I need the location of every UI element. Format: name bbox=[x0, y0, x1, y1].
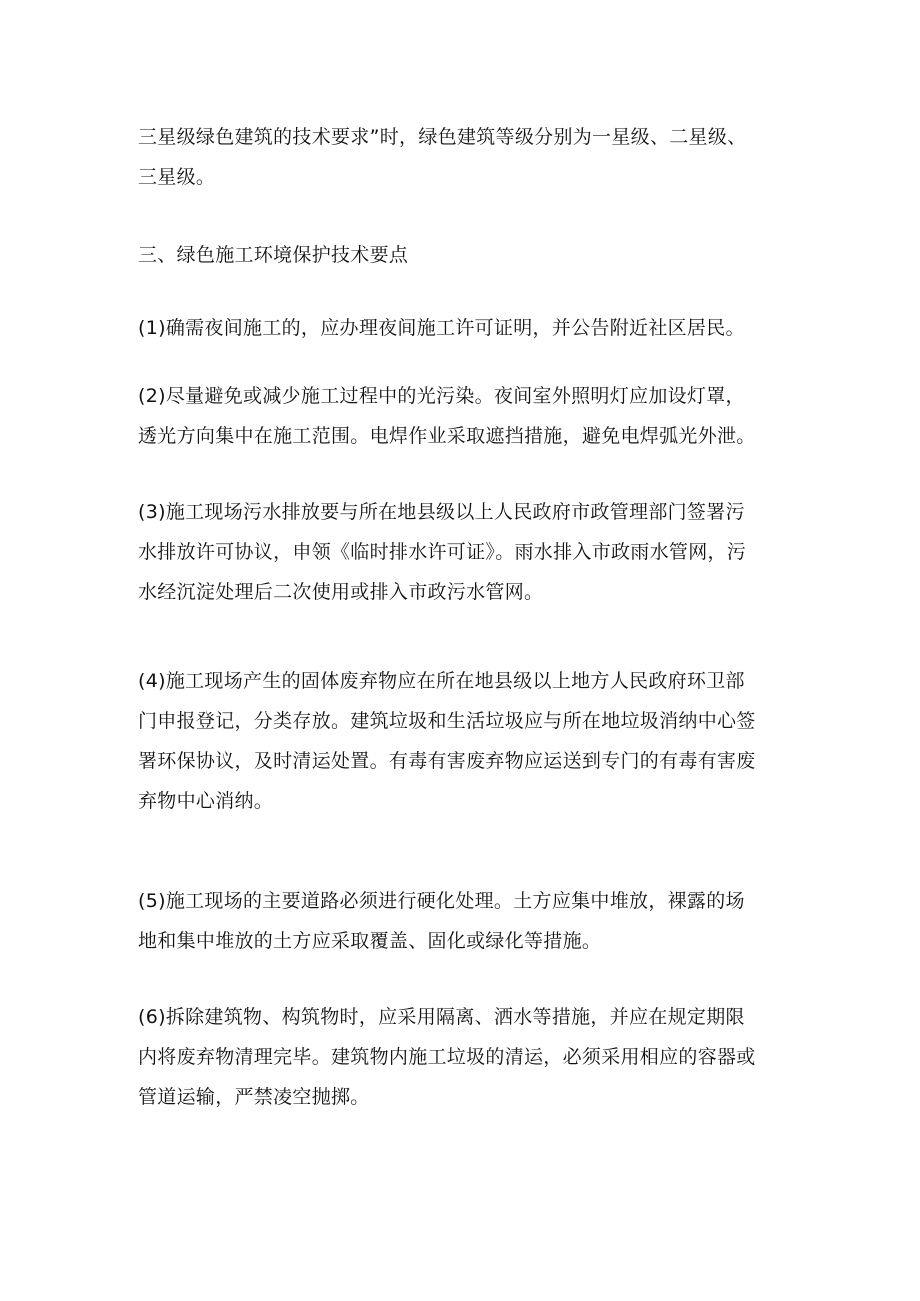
text-line: (2)尽量避免或减少施工过程中的光污染。夜间室外照明灯应加设灯罩， bbox=[138, 385, 745, 407]
text-line: 内将废弃物清理完毕。建筑物内施工垃圾的清运，必须采用相应的容器或 bbox=[138, 1046, 756, 1068]
text-line: (1)确需夜间施工的，应办理夜间施工许可证明，并公告附近社区居民。 bbox=[138, 317, 745, 339]
text-line: 水排放许可协议，申领《临时排水许可证》。雨水排入市政雨水管网，污 bbox=[138, 541, 747, 563]
text-line: 透光方向集中在施工范围。电焊作业采取遮挡措施，避免电焊弧光外泄。 bbox=[138, 425, 756, 447]
list-item-4 bbox=[138, 661, 798, 821]
text-line: 地和集中堆放的土方应采取覆盖、固化或绿化等措施。 bbox=[138, 930, 602, 952]
list-item-2 bbox=[138, 376, 798, 456]
text-line: 水经沉淀处理后二次使用或排入市政污水管网。 bbox=[138, 581, 544, 603]
list-item-5 bbox=[138, 881, 798, 961]
text-line: 门申报登记，分类存放。建筑垃圾和生活垃圾应与所在地垃圾消纳中心签 bbox=[138, 710, 756, 732]
heading-text: 三、绿色施工环境保护技术要点 bbox=[138, 244, 409, 266]
section-heading bbox=[138, 235, 798, 275]
text-line: 弃物中心消纳。 bbox=[138, 790, 274, 812]
paragraph-green-building-levels bbox=[138, 117, 798, 197]
text-line: (5)施工现场的主要道路必须进行硬化处理。土方应集中堆放，裸露的场 bbox=[138, 890, 745, 912]
list-item-3 bbox=[138, 492, 798, 612]
list-item-1 bbox=[138, 308, 798, 348]
text-line: 管道运输，严禁凌空抛掷。 bbox=[138, 1086, 370, 1108]
text-line: 三星级绿色建筑的技术要求”时，绿色建筑等级分别为一星级、二星级、 bbox=[138, 126, 747, 148]
text-line: 署环保协议，及时清运处置。有毒有害废弃物应运送到专门的有毒有害废 bbox=[138, 750, 756, 772]
text-line: 三星级。 bbox=[138, 166, 216, 188]
list-item-6 bbox=[138, 997, 798, 1117]
text-line: (6)拆除建筑物、构筑物时，应采用隔离、洒水等措施，并应在规定期限 bbox=[138, 1006, 745, 1028]
text-line: (3)施工现场污水排放要与所在地县级以上人民政府市政管理部门签署污 bbox=[138, 501, 745, 523]
text-line: (4)施工现场产生的固体废弃物应在所在地县级以上地方人民政府环卫部 bbox=[138, 670, 745, 692]
